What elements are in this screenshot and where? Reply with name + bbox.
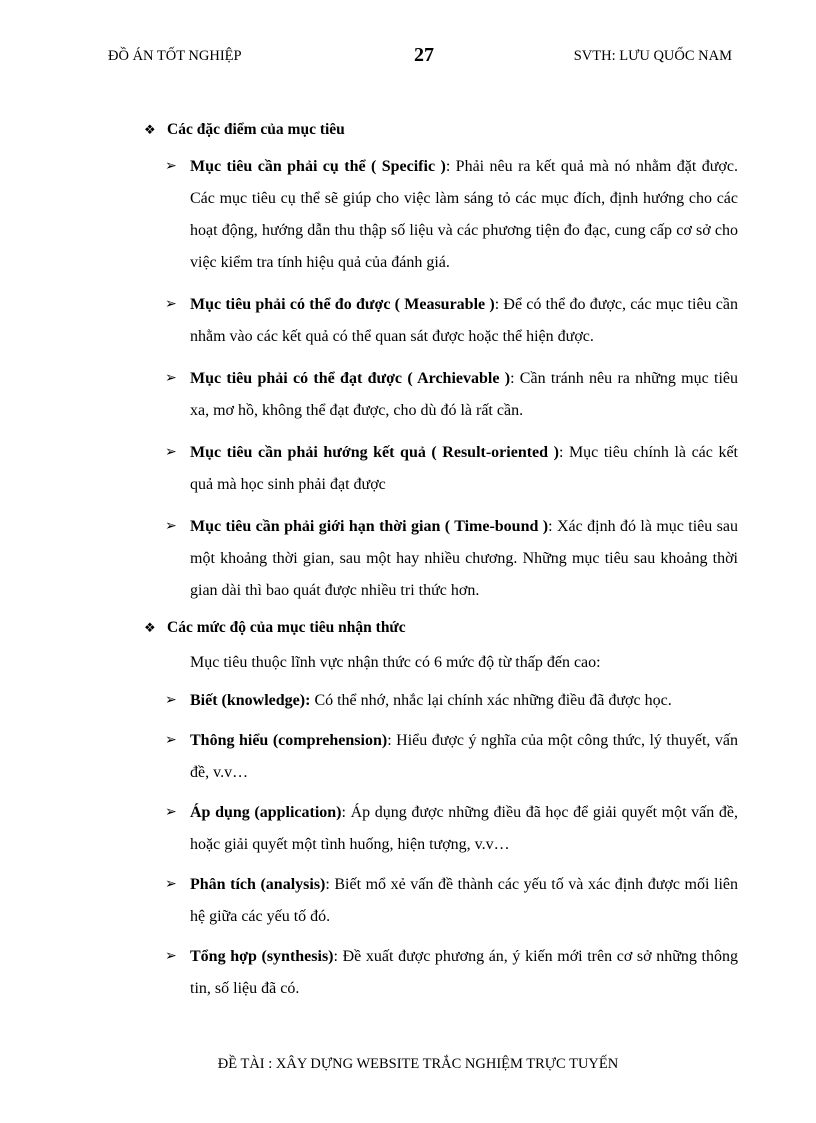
item-term: Mục tiêu cần phải cụ thể ( Specific ) <box>190 158 446 175</box>
arrow-bullet-icon: ➢ <box>165 519 177 534</box>
list-item <box>0 511 816 607</box>
item-text: : Mục tiêu chính là các kết quả mà học sinh phải đạt được <box>190 444 738 493</box>
list-item <box>0 797 816 861</box>
item-text: : Đề xuất được phương án, ý kiến mới trên cơ sở những thông tin, số liệu đã có. <box>190 948 739 997</box>
item-text: : Biết mổ xẻ vấn đề thành các yếu tố và xác định được mối liên hệ giữa các yếu tố đó. <box>190 876 738 925</box>
arrow-bullet-icon: ➢ <box>165 733 177 748</box>
item-text: : Áp dụng được những điều đã học để giải quyết một vấn đề, hoặc giải quyết một tình huống, hiện tượng, v.v… <box>190 804 739 853</box>
arrow-bullet-icon: ➢ <box>165 159 177 174</box>
diamond-bullet-icon: ❖ <box>144 620 156 635</box>
item-text: Có thể nhớ, nhắc lại chính xác những điều đã được học. <box>310 692 672 709</box>
arrow-bullet-icon: ➢ <box>165 297 177 312</box>
section-intro: Mục tiêu thuộc lĩnh vực nhận thức có 6 mức độ từ thấp đến cao: <box>190 654 601 671</box>
arrow-bullet-icon: ➢ <box>165 693 177 708</box>
item-term: Mục tiêu cần phải hướng kết quả ( Result-oriented ) <box>190 444 559 461</box>
page-header <box>108 44 732 68</box>
page-content <box>0 117 816 1005</box>
arrow-bullet-icon: ➢ <box>165 949 177 964</box>
page-number: 27 <box>414 44 434 66</box>
section-title-text: Các đặc điểm của mục tiêu <box>167 121 345 138</box>
header-left: ĐỒ ÁN TỐT NGHIỆP <box>108 48 242 64</box>
page-footer: ĐỀ TÀI : XÂY DỰNG WEBSITE TRẮC NGHIỆM TRỰC TUYẾN <box>217 1056 619 1072</box>
list-item <box>0 151 816 279</box>
item-term: Phân tích (analysis) <box>190 876 326 893</box>
item-text: : Hiểu được ý nghĩa của một công thức, lý thuyết, vấn đề, v.v… <box>190 732 738 781</box>
list-item <box>0 941 816 1005</box>
section-title-text: Các mức độ của mục tiêu nhận thức <box>167 619 406 636</box>
item-term: Thông hiểu (comprehension) <box>190 732 388 749</box>
list-item <box>0 869 816 933</box>
section-title-1 <box>0 117 816 143</box>
item-term: Áp dụng (application) <box>190 804 342 821</box>
item-term: Mục tiêu cần phải giới hạn thời gian ( Time-bound ) <box>190 518 549 535</box>
item-term: Tổng hợp (synthesis) <box>190 948 334 965</box>
section-title-2 <box>0 615 816 641</box>
diamond-bullet-icon: ❖ <box>144 122 156 137</box>
item-term: Mục tiêu phải có thể đo được ( Measurable ) <box>190 296 495 313</box>
list-item <box>0 363 816 427</box>
header-right: SVTH: LƯU QUỐC NAM <box>573 48 732 64</box>
list-item <box>0 289 816 353</box>
item-text: : Xác định đó là mục tiêu sau một khoảng thời gian, sau một hay nhiều chương. Những mục tiêu sau khoảng thời gian dài thì bao quát được nhiều tri thức hơn. <box>190 518 739 599</box>
item-term: Biết (knowledge): <box>190 692 311 709</box>
item-text: : Cần tránh nêu ra những mục tiêu xa, mơ hồ, không thể đạt được, cho dù đó là rất cần. <box>190 370 738 419</box>
arrow-bullet-icon: ➢ <box>165 371 177 386</box>
item-text: : Phải nêu ra kết quả mà nó nhằm đặt được. Các mục tiêu cụ thể sẽ giúp cho việc làm sáng tỏ các mục đích, định hướng cho các hoạt động, hướng dẫn thu thập số liệu và các phương tiện đo đạc, cung cấp cơ sở cho việc kiểm tra tính hiệu quả của đánh giá. <box>190 158 738 271</box>
item-text: : Để có thể đo được, các mục tiêu cần nhằm vào các kết quả có thể quan sát được hoặc thể hiện được. <box>190 296 739 345</box>
list-item <box>0 685 816 717</box>
list-item <box>0 437 816 501</box>
arrow-bullet-icon: ➢ <box>165 877 177 892</box>
arrow-bullet-icon: ➢ <box>165 445 177 460</box>
arrow-bullet-icon: ➢ <box>165 805 177 820</box>
list-item <box>0 725 816 789</box>
item-term: Mục tiêu phải có thể đạt được ( Archievable ) <box>190 370 511 387</box>
